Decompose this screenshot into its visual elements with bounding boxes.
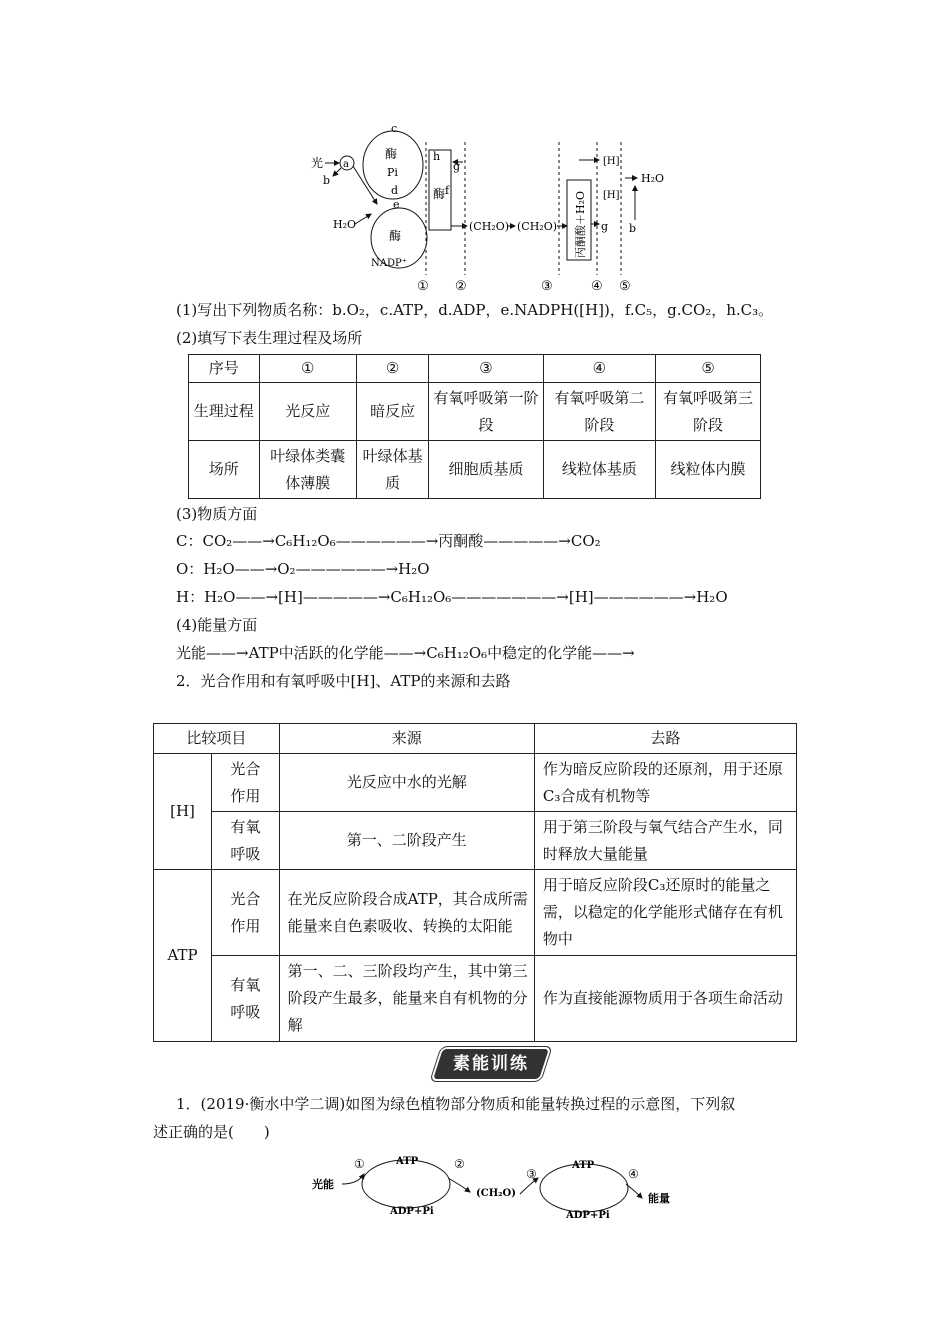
t2-atp-photo-fate: 用于暗反应阶段C₃还原时的能量之需，以稳定的化学能形式储存在有机物中: [534, 870, 796, 956]
d2-atp-2: ATP: [572, 1160, 595, 1171]
flow-carbon: C：CO₂——→C₆H₁₂O₆——————→丙酮酸—————→CO₂: [176, 532, 601, 550]
exercise-1-line-1: 1．(2019·衡水中学二调)如图为绿色植物部分物质和能量转换过程的示意图，下列叙: [176, 1095, 736, 1113]
t2-header-item: 比较项目: [154, 724, 280, 754]
photosynthesis-respiration-diagram: [305, 120, 685, 298]
question-4-title: (4)能量方面: [176, 616, 258, 634]
stage-3: ③: [541, 279, 553, 294]
t1-process-4: 有氧呼吸第二阶段: [543, 383, 655, 441]
label-g-1: g: [453, 160, 461, 173]
flow-hydrogen: H：H₂O——→[H]—————→C₆H₁₂O₆———————→[H]——————→H₂O: [176, 588, 728, 606]
t2-header-fate: 去路: [534, 724, 796, 754]
t2-atp-resp-fate: 作为直接能源物质用于各项生命活动: [534, 956, 796, 1042]
t1-header-0: 序号: [189, 355, 260, 383]
training-badge: [438, 1049, 544, 1079]
t1-site-3: 细胞质基质: [429, 441, 543, 499]
t2-h-photo-item: 光合作用: [212, 754, 280, 812]
t1-header-1: ①: [259, 355, 356, 383]
label-hplus-1: [H]: [603, 156, 620, 167]
label-pyruvate: 丙酮酸＋H₂O: [574, 190, 587, 258]
energy-conversion-diagram: [308, 1150, 688, 1222]
section-2-title: 2．光合作用和有氧呼吸中[H]、ATP的来源和去路: [176, 672, 511, 690]
t2-header-source: 来源: [279, 724, 534, 754]
label-h2o-in: H₂O: [333, 218, 357, 231]
t1-site-4: 线粒体基质: [543, 441, 655, 499]
d2-num-2: ②: [454, 1157, 465, 1171]
exercise-1-line-2: 述正确的是( ): [153, 1123, 270, 1141]
t1-header-5: ⑤: [656, 355, 761, 383]
t1-site-2: 叶绿体基质: [356, 441, 429, 499]
question-2: (2)填写下表生理过程及场所: [176, 329, 363, 347]
stage-4: ④: [591, 279, 603, 294]
d2-num-4: ④: [628, 1167, 639, 1181]
d2-adp-1: ADP+Pi: [390, 1206, 434, 1217]
d2-ch2o: (CH₂O): [476, 1188, 516, 1199]
label-nadp: NADP⁺: [371, 258, 407, 269]
question-1: (1)写出下列物质名称：b.O₂，c.ATP，d.ADP，e.NADPH([H])，f.C₅，g.CO₂，h.C₃。: [176, 301, 774, 319]
badge-text: 素能训练: [453, 1054, 529, 1074]
stage-1: ①: [417, 279, 429, 294]
d2-atp-1: ATP: [396, 1156, 419, 1167]
t2-atp-photo-item: 光合作用: [212, 870, 280, 956]
label-h: h: [433, 150, 441, 163]
t1-site-1: 叶绿体类囊体薄膜: [259, 441, 356, 499]
label-light: 光: [311, 156, 324, 170]
label-d: d: [391, 184, 399, 197]
label-e: e: [393, 198, 400, 211]
label-enzyme-1: 酶: [385, 147, 398, 161]
t2-h-resp-source: 第一、二阶段产生: [279, 812, 534, 870]
flow-energy: 光能——→ATP中活跃的化学能——→C₆H₁₂O₆中稳定的化学能——→: [176, 644, 635, 662]
t1-process-1: 光反应: [259, 383, 356, 441]
t1-process-3: 有氧呼吸第一阶段: [429, 383, 543, 441]
t1-process-2: 暗反应: [356, 383, 429, 441]
t2-h-resp-fate: 用于第三阶段与氧气结合产生水，同时释放大量能量: [534, 812, 796, 870]
d2-num-3: ③: [526, 1167, 537, 1181]
t2-h-resp-item: 有氧呼吸: [212, 812, 280, 870]
label-f: f: [445, 184, 450, 197]
t1-site-label: 场所: [189, 441, 260, 499]
label-b: b: [323, 174, 331, 187]
t1-process-label: 生理过程: [189, 383, 260, 441]
d2-adp-2: ADP+Pi: [566, 1210, 610, 1221]
t2-atp-label: ATP: [154, 870, 212, 1042]
d2-light-energy: 光能: [312, 1178, 334, 1191]
label-h2o-out: H₂O: [641, 172, 665, 185]
d2-num-1: ①: [354, 1157, 365, 1171]
t2-h-photo-source: 光反应中水的光解: [279, 754, 534, 812]
t2-h-label: [H]: [154, 754, 212, 870]
label-enzyme-3: 酶: [433, 187, 446, 201]
h-atp-table: [153, 723, 797, 1042]
label-c: c: [391, 122, 398, 135]
label-hplus-2: [H]: [603, 190, 620, 201]
t1-process-5: 有氧呼吸第三阶段: [656, 383, 761, 441]
question-3-title: (3)物质方面: [176, 505, 258, 523]
flow-oxygen: O：H₂O——→O₂——————→H₂O: [176, 560, 430, 578]
d2-energy: 能量: [648, 1192, 670, 1205]
label-ch2o-1: (CH₂O): [469, 220, 510, 233]
stage-2: ②: [455, 279, 467, 294]
label-g-2: g: [601, 220, 609, 233]
label-pi: Pi: [387, 166, 398, 179]
process-site-table: [188, 354, 761, 499]
t2-atp-resp-item: 有氧呼吸: [212, 956, 280, 1042]
t2-h-photo-fate: 作为暗反应阶段的还原剂，用于还原C₃合成有机物等: [534, 754, 796, 812]
label-enzyme-2: 酶: [389, 229, 402, 243]
label-b-2: b: [629, 222, 637, 235]
t1-header-3: ③: [429, 355, 543, 383]
label-ch2o-2: (CH₂O): [517, 220, 558, 233]
t2-atp-photo-source: 在光反应阶段合成ATP，其合成所需能量来自色素吸收、转换的太阳能: [279, 870, 534, 956]
t2-atp-resp-source: 第一、二、三阶段均产生，其中第三阶段产生最多，能量来自有机物的分解: [279, 956, 534, 1042]
label-a: a: [343, 159, 349, 170]
stage-5: ⑤: [619, 279, 631, 294]
t1-site-5: 线粒体内膜: [656, 441, 761, 499]
t1-header-4: ④: [543, 355, 655, 383]
t1-header-2: ②: [356, 355, 429, 383]
